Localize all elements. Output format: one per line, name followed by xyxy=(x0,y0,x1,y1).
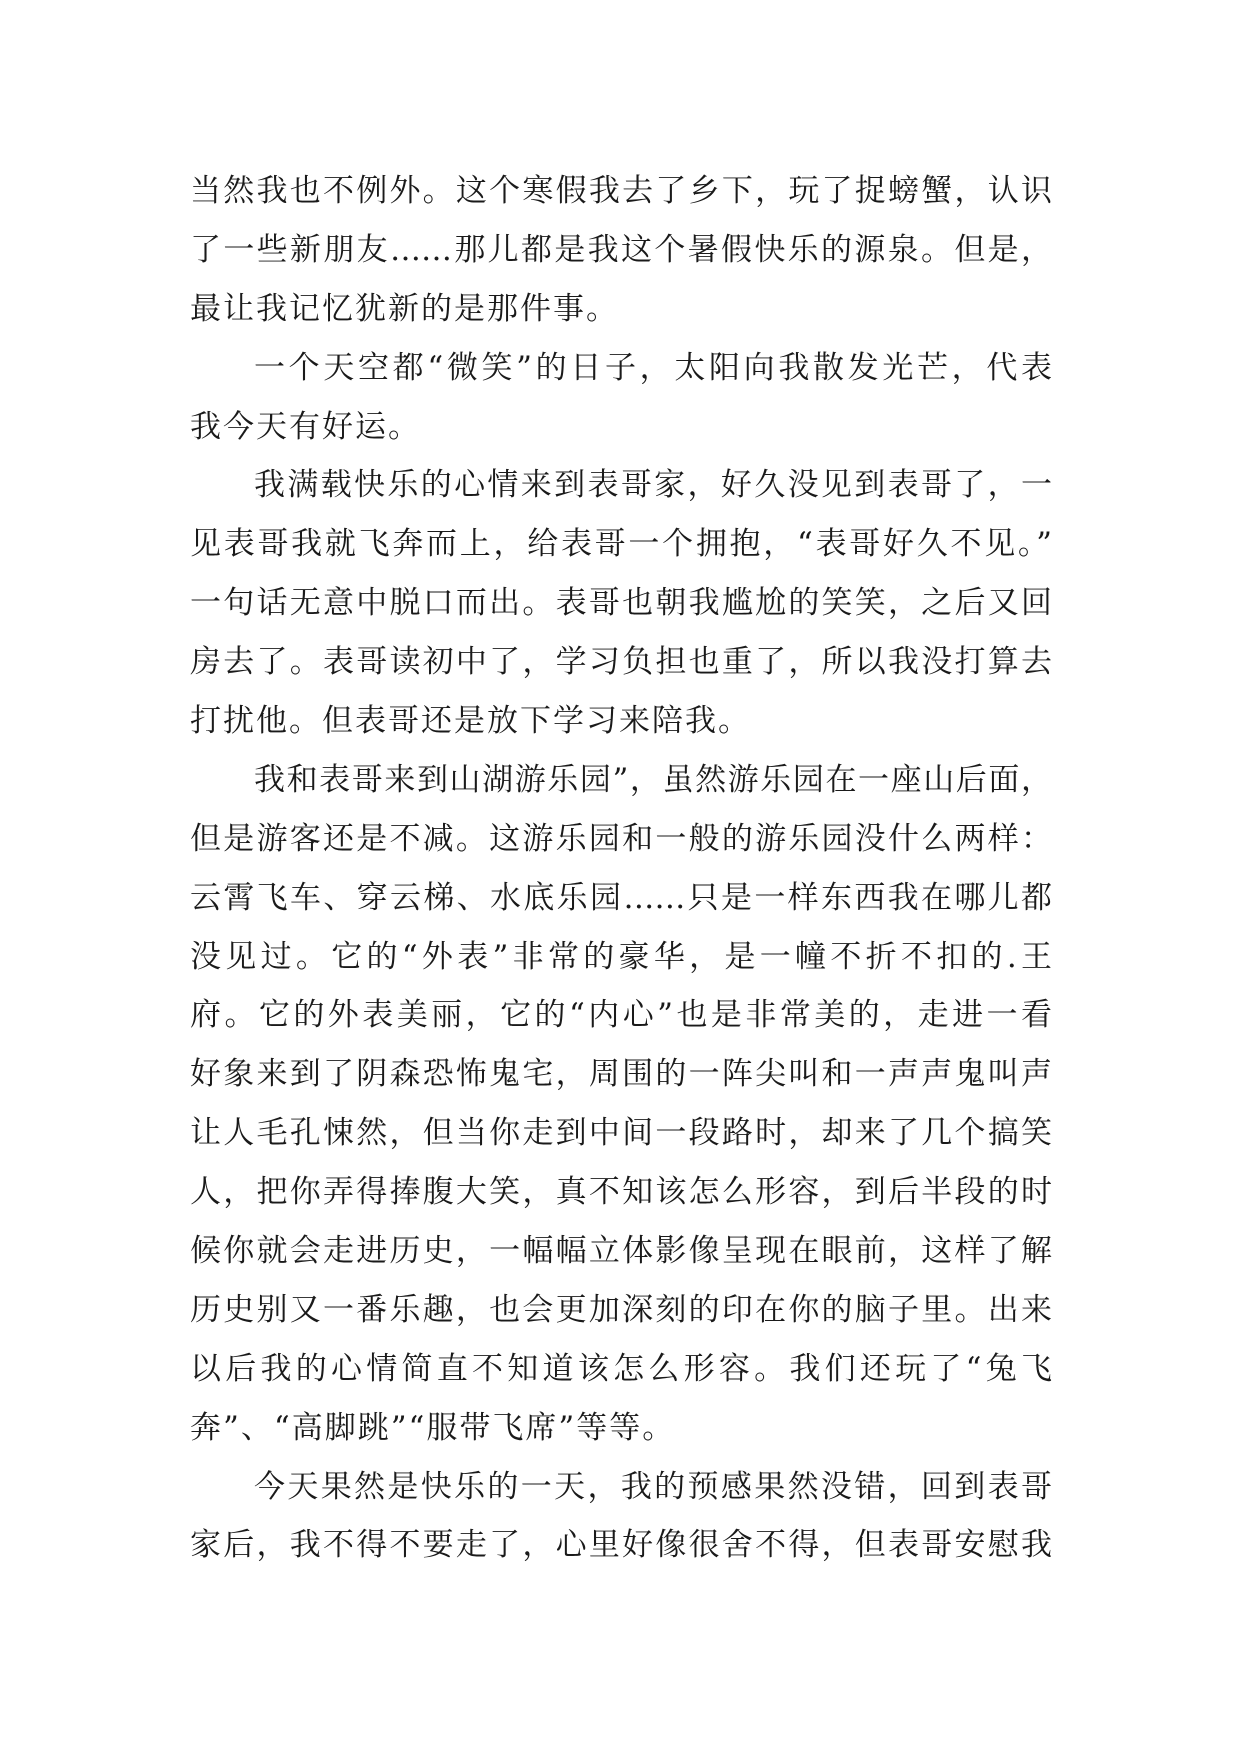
body-text xyxy=(190,162,1052,1575)
text-line: 府。它的外表美丽，它的“内心”也是非常美的，走进一看 xyxy=(190,997,1052,1034)
paragraph-start-line: 一个天空都“微笑”的日子，太阳向我散发光芒，代表 xyxy=(254,349,1052,386)
text-line: 我今天有好运。 xyxy=(190,408,421,445)
paragraph-start-line: 今天果然是快乐的一天，我的预感果然没错，回到表哥 xyxy=(254,1468,1052,1505)
text-line: 好象来到了阴森恐怖鬼宅，周围的一阵尖叫和一声声鬼叫声 xyxy=(190,1056,1052,1093)
text-line: 家后，我不得不要走了，心里好像很舍不得，但表哥安慰我 xyxy=(190,1527,1052,1564)
text-line: 但是游客还是不减。这游乐园和一般的游乐园没什么两样： xyxy=(190,820,1052,857)
text-line: 云霄飞车、穿云梯、水底乐园……只是一样东西我在哪儿都 xyxy=(190,879,1052,916)
text-line: 打扰他。但表哥还是放下学习来陪我。 xyxy=(190,703,751,740)
text-line: 候你就会走进历史，一幅幅立体影像呈现在眼前，这样了解 xyxy=(190,1233,1052,1270)
paragraph-start-line: 我满载快乐的心情来到表哥家，好久没见到表哥了，一 xyxy=(254,467,1052,504)
text-line: 当然我也不例外。这个寒假我去了乡下，玩了捉螃蟹，认识 xyxy=(190,173,1052,209)
text-line: 没见过。它的“外表”非常的豪华，是一幢不折不扣的.王 xyxy=(190,938,1052,975)
text-line: 以后我的心情简直不知道该怎么形容。我们还玩了“兔飞 xyxy=(190,1350,1052,1387)
text-line: 让人毛孔悚然，但当你走到中间一段路时，却来了几个搞笑 xyxy=(190,1115,1052,1152)
text-line: 见表哥我就飞奔而上，给表哥一个拥抱，“表哥好久不见。” xyxy=(190,526,1052,563)
text-line: 奔”、“高脚跳”“服带飞席”等等。 xyxy=(190,1409,676,1446)
text-line: 房去了。表哥读初中了，学习负担也重了，所以我没打算去 xyxy=(190,644,1052,681)
text-line: 一句话无意中脱口而出。表哥也朝我尴尬的笑笑，之后又回 xyxy=(190,585,1052,622)
text-line: 最让我记忆犹新的是那件事。 xyxy=(190,290,619,327)
text-line: 人，把你弄得捧腹大笑，真不知该怎么形容，到后半段的时 xyxy=(190,1174,1052,1211)
paragraph-start-line: 我和表哥来到山湖游乐园”，虽然游乐园在一座山后面， xyxy=(254,761,1052,798)
text-line: 了一些新朋友……那儿都是我这个暑假快乐的源泉。但是， xyxy=(190,231,1052,268)
text-line: 历史别又一番乐趣，也会更加深刻的印在你的脑子里。出来 xyxy=(190,1291,1052,1328)
